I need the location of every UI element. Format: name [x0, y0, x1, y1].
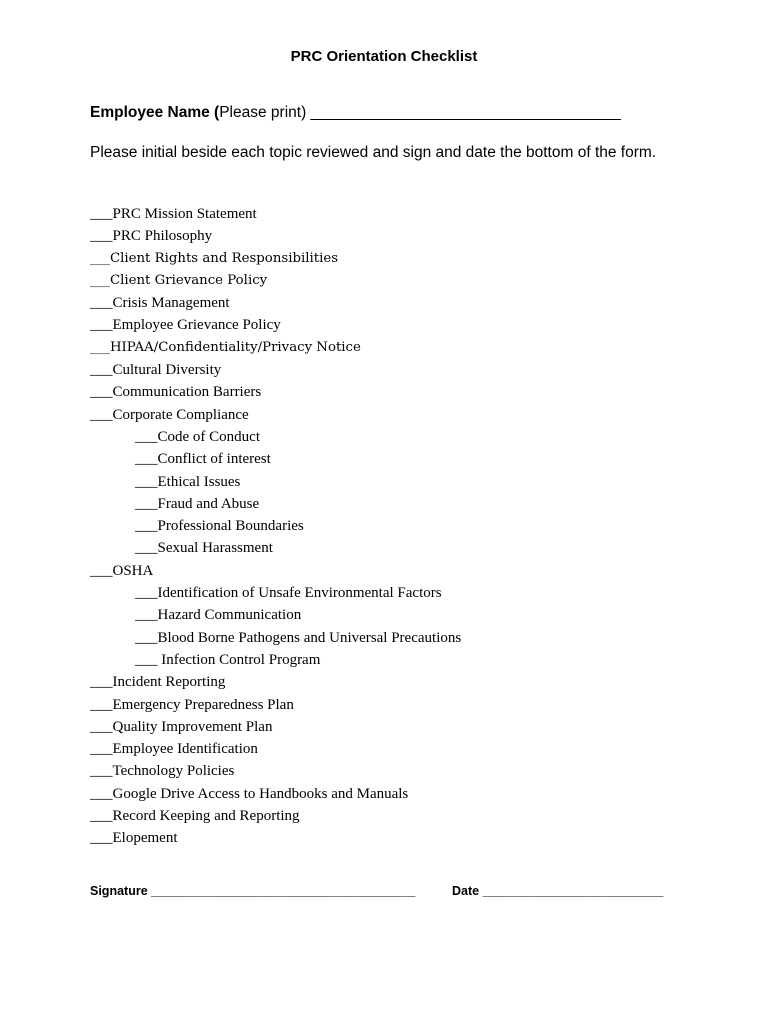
- checklist: [0, 203, 768, 850]
- employee-name-line: [90, 104, 621, 122]
- checklist-item: ___Incident Reporting: [90, 674, 226, 691]
- employee-name-blank: ____________________________________: [310, 104, 621, 121]
- checklist-item: ___Record Keeping and Reporting: [90, 808, 300, 825]
- checklist-item: ___Employee Grievance Policy: [90, 317, 281, 334]
- checklist-item: ___OSHA: [90, 562, 154, 579]
- page-title: PRC Orientation Checklist: [290, 48, 478, 65]
- checklist-subitem: ___Code of Conduct: [135, 428, 260, 445]
- employee-name-label: Employee Name (: [90, 104, 220, 121]
- checklist-item: ___Corporate Compliance: [90, 406, 249, 423]
- checklist-item: ___Google Drive Access to Handbooks and Manuals: [90, 785, 409, 802]
- date-line: Date __________________________: [452, 884, 664, 898]
- checklist-item: ___PRC Philosophy: [90, 228, 213, 245]
- checklist-item: ___Technology Policies: [90, 763, 235, 780]
- signature-line: Signature ______________________________________: [90, 884, 416, 898]
- checklist-item: ___Client Rights and Responsibilities: [90, 250, 339, 266]
- checklist-item: ___Employee Identification: [90, 741, 258, 758]
- employee-name-hint: Please print): [219, 104, 311, 121]
- signature-row: [90, 884, 690, 898]
- checklist-item: ___Emergency Preparedness Plan: [90, 696, 294, 713]
- checklist-subitem: ___Fraud and Abuse: [135, 495, 260, 512]
- checklist-subitem: ___Ethical Issues: [135, 473, 241, 490]
- checklist-item: ___Cultural Diversity: [90, 362, 222, 379]
- checklist-subitem: ___Sexual Harassment: [135, 540, 273, 557]
- checklist-item: ___HIPAA/Confidentiality/Privacy Notice: [90, 339, 361, 355]
- checklist-item: ___Quality Improvement Plan: [90, 718, 273, 735]
- checklist-item: ___PRC Mission Statement: [90, 206, 257, 222]
- checklist-subitem: ___ Infection Control Program: [135, 651, 321, 668]
- instructions: Please initial beside each topic reviewed and sign and date the bottom of the form.: [90, 144, 657, 161]
- checklist-item: ___Elopement: [90, 830, 178, 847]
- checklist-subitem: ___Hazard Communication: [135, 607, 302, 624]
- checklist-subitem: ___Conflict of interest: [135, 451, 271, 468]
- checklist-subitem: ___Identification of Unsafe Environmental Factors: [135, 585, 442, 602]
- checklist-item: ___Crisis Management: [90, 295, 230, 312]
- checklist-item: ___Client Grievance Policy: [90, 272, 268, 288]
- checklist-subitem: ___Blood Borne Pathogens and Universal Precautions: [135, 629, 462, 646]
- checklist-item: ___Communication Barriers: [90, 384, 262, 401]
- checklist-subitem: ___Professional Boundaries: [135, 518, 304, 535]
